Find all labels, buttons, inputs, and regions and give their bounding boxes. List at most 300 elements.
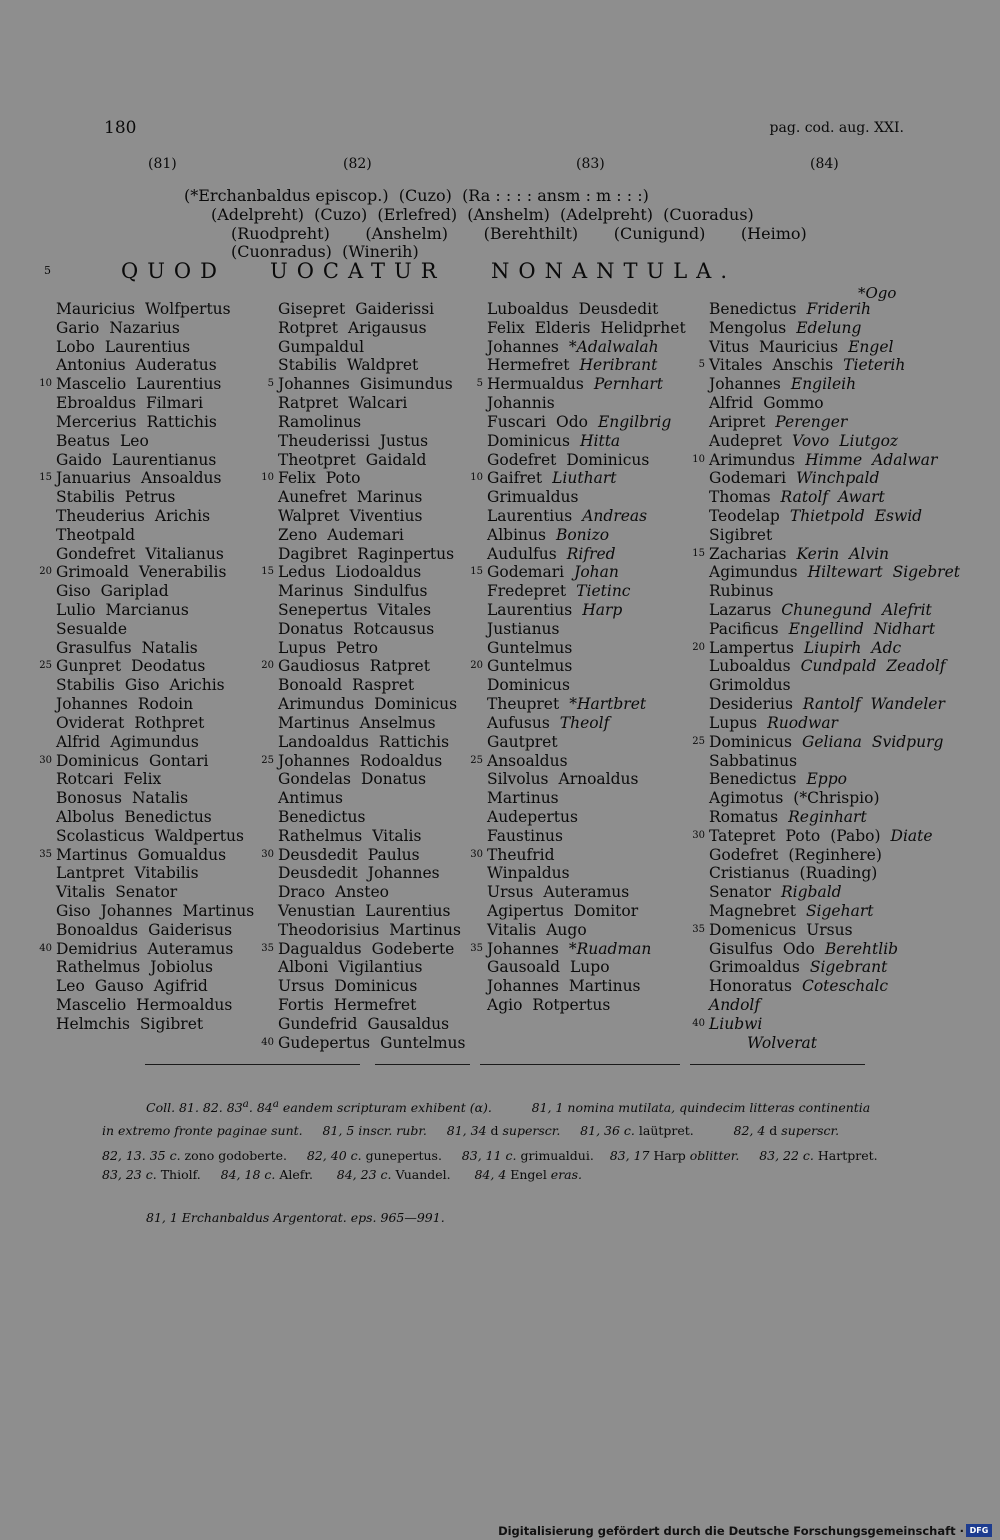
person-name: Vitus xyxy=(709,337,750,356)
person-name: Albinus xyxy=(487,525,546,544)
name-row xyxy=(34,394,254,413)
footnote-segment: Thiolf. xyxy=(160,1167,201,1182)
footnote-segment: d xyxy=(769,1123,782,1138)
name-row xyxy=(689,657,960,676)
name-row xyxy=(34,902,254,921)
person-name: Benedictus xyxy=(709,300,797,318)
person-name: Sigibret xyxy=(709,525,773,544)
name-row xyxy=(467,714,686,733)
name-row xyxy=(467,432,686,451)
name-row xyxy=(34,958,254,977)
name-row xyxy=(258,940,465,959)
person-name: *Adalwalah xyxy=(568,337,659,356)
person-name: Coteschalc xyxy=(801,977,889,996)
person-name: Ratpret xyxy=(369,657,430,676)
name-row xyxy=(467,846,686,865)
person-name: Petrus xyxy=(124,488,176,507)
column-number: (83) xyxy=(576,156,605,172)
person-name: Dominicus xyxy=(566,450,650,469)
person-name: Helidprhet xyxy=(600,318,686,337)
header-line: (Ruodpreht) (Anshelm) (Berehthilt) (Cunigund) (Heimo) xyxy=(231,224,807,243)
person-name: Adalwar xyxy=(872,450,938,469)
name-row xyxy=(689,300,960,319)
line-number: 30 xyxy=(692,829,705,841)
person-name: Tatepret xyxy=(709,826,776,845)
person-name: Wolfpertus xyxy=(145,300,231,318)
person-name: Reginhart xyxy=(788,807,867,826)
digitization-credit: Digitalisierung gefördert durch die Deutsche Forschungsgemeinschaft · xyxy=(498,1524,964,1538)
footnote-segment: 82, 13. 35 c. xyxy=(102,1148,185,1163)
person-name: (*Chrispio) xyxy=(793,789,880,808)
person-name: Martinus xyxy=(56,845,128,864)
person-name: Ursus xyxy=(806,920,853,939)
name-row xyxy=(467,375,686,394)
person-name: Albolus xyxy=(56,807,115,826)
person-name: Sabbatinus xyxy=(709,751,798,770)
footnote-segment: 83, 23 c. xyxy=(102,1167,161,1182)
person-name: Gausoald xyxy=(487,958,561,977)
person-name: Mascelio xyxy=(56,375,127,394)
person-name: Aufusus xyxy=(487,713,550,732)
name-row xyxy=(258,469,465,488)
name-row xyxy=(689,1034,960,1053)
person-name: Alefrit xyxy=(882,601,932,619)
name-row xyxy=(689,338,960,357)
person-name: Antimus xyxy=(278,789,343,808)
person-name: Diate xyxy=(890,826,933,845)
person-name: Elderis xyxy=(534,318,591,337)
person-name: Andolf xyxy=(709,996,761,1015)
person-name: Fredepret xyxy=(487,582,567,601)
name-row xyxy=(258,996,465,1015)
person-name: Engel xyxy=(848,337,894,356)
name-row xyxy=(258,789,465,808)
name-row xyxy=(467,808,686,827)
person-name: Perenger xyxy=(775,412,848,431)
person-name: Jobiolus xyxy=(150,958,213,977)
name-row xyxy=(34,752,254,771)
person-name: Luboaldus xyxy=(487,300,569,318)
person-name: Bonoald xyxy=(278,676,343,695)
person-name: Dagibret xyxy=(278,544,348,563)
person-name: Martinus xyxy=(487,789,559,808)
person-name: Gontari xyxy=(148,751,209,770)
name-row xyxy=(467,940,686,959)
person-name: Ramolinus xyxy=(278,412,362,431)
person-name: Svidpurg xyxy=(871,732,944,751)
person-name: Lupus xyxy=(278,638,327,657)
person-name: Berehtlib xyxy=(824,939,899,958)
name-row xyxy=(34,639,254,658)
person-name: Waldpret xyxy=(346,356,419,375)
person-name: Pernhart xyxy=(593,375,664,394)
name-row xyxy=(34,977,254,996)
person-name: Honoratus xyxy=(709,977,792,996)
person-name: Walpret xyxy=(278,506,340,525)
name-row xyxy=(34,695,254,714)
person-name: Godefret xyxy=(487,450,557,469)
person-name: Grimoald xyxy=(56,563,129,582)
page-number: 180 xyxy=(104,118,137,138)
footnote-segment: grimualdui. xyxy=(520,1148,594,1163)
name-row xyxy=(34,770,254,789)
person-name: Tieterih xyxy=(843,356,906,375)
person-name: Grasulfus xyxy=(56,638,132,657)
name-row xyxy=(258,902,465,921)
name-row xyxy=(689,507,960,526)
title-word: UOCATUR xyxy=(270,259,446,283)
person-name: Augo xyxy=(546,920,587,939)
person-name: Marinus xyxy=(278,582,344,601)
footnote-segment: Alefr. xyxy=(279,1167,313,1182)
person-name: Bonosus xyxy=(56,789,122,808)
name-row xyxy=(34,733,254,752)
person-name: Silvolus xyxy=(487,770,549,789)
name-row xyxy=(34,883,254,902)
name-row xyxy=(34,789,254,808)
person-name: Gumpaldul xyxy=(278,337,365,356)
name-row xyxy=(467,563,686,582)
name-row xyxy=(689,695,960,714)
person-name: Natalis xyxy=(141,638,198,657)
person-name: Rodoaldus xyxy=(359,751,443,770)
person-name: Ledus xyxy=(278,563,326,582)
name-row xyxy=(689,545,960,564)
person-name: Engilbrig xyxy=(597,412,672,431)
person-name: Desiderius xyxy=(709,695,793,714)
person-name: Anschis xyxy=(772,356,834,375)
person-name: Antonius xyxy=(56,356,126,375)
person-name: Sesualde xyxy=(56,619,128,638)
person-name: Vigilantius xyxy=(338,958,423,977)
person-name: Vitabilis xyxy=(134,864,199,883)
footnote-segment: in extremo fronte paginae sunt. 81, 5 inscr. rubr. 81, 34 xyxy=(102,1123,491,1138)
person-name: Johannes xyxy=(487,977,559,996)
person-name: Giso xyxy=(56,902,91,920)
person-name: Engellind xyxy=(788,619,864,638)
person-name: Liutgoz xyxy=(839,431,899,450)
person-name: Cundpald xyxy=(800,657,877,676)
name-row xyxy=(34,864,254,883)
person-name: Friderih xyxy=(806,300,872,318)
name-row xyxy=(467,958,686,977)
name-row xyxy=(689,620,960,639)
person-name: Giso xyxy=(124,676,160,695)
person-name: Harp xyxy=(582,601,623,619)
footnote-segment: oblitter. 83, 22 c. xyxy=(689,1148,818,1163)
person-name: Johannes xyxy=(278,751,350,770)
footnote-segment: Coll. 81. 82. 83 xyxy=(146,1100,243,1116)
line-number: 35 xyxy=(261,942,274,954)
name-row xyxy=(467,394,686,413)
person-name: Beatus xyxy=(56,431,110,450)
person-name: Audulfus xyxy=(487,544,557,563)
name-row xyxy=(34,338,254,357)
title-line-number: 5 xyxy=(44,264,51,277)
name-row xyxy=(467,695,686,714)
person-name: Gauso xyxy=(94,977,144,996)
name-row xyxy=(34,620,254,639)
person-name: Odo xyxy=(555,412,588,431)
name-row xyxy=(689,639,960,658)
name-row xyxy=(258,958,465,977)
header-line: (*Erchanbaldus episcop.) (Cuzo) (Ra : : : : ansm : m : : :) xyxy=(184,186,649,205)
person-name: Pacificus xyxy=(709,619,779,638)
person-name: Vitalis xyxy=(56,883,106,902)
name-row xyxy=(467,864,686,883)
person-name: Vovo xyxy=(792,431,830,450)
person-name: Laurentius xyxy=(487,601,573,619)
person-name: Rantolf xyxy=(802,695,861,714)
name-row xyxy=(689,413,960,432)
name-row xyxy=(467,526,686,545)
header-line: (Cuonradus) (Winerih) xyxy=(231,242,419,261)
name-row xyxy=(689,940,960,959)
footnote-segment: 82, 40 c. xyxy=(287,1148,366,1163)
footnote-segment: 81, 1 Erchanbaldus Argentorat. eps. 965—991. xyxy=(146,1210,445,1225)
person-name: Johannes xyxy=(56,695,128,714)
name-row xyxy=(34,601,254,620)
person-name: Johannes xyxy=(278,375,350,394)
ogo-note: *Ogo xyxy=(858,284,897,302)
name-row xyxy=(467,469,686,488)
person-name: Gaido xyxy=(56,450,102,469)
person-name: Sindulfus xyxy=(353,582,428,601)
name-row xyxy=(689,714,960,733)
name-row xyxy=(34,469,254,488)
name-row xyxy=(258,1015,465,1034)
person-name: Benedictus xyxy=(709,770,797,789)
person-name: Lupus xyxy=(709,713,758,732)
name-row xyxy=(689,394,960,413)
person-name: Zeadolf xyxy=(886,657,946,676)
name-row xyxy=(689,563,960,582)
person-name: Grimoaldus xyxy=(709,958,800,977)
person-name: Sigebret xyxy=(892,563,960,582)
person-name: Zeno xyxy=(278,525,318,544)
name-row xyxy=(467,657,686,676)
person-name: Paulus xyxy=(367,845,420,864)
footnote-rule xyxy=(145,1064,360,1065)
name-row xyxy=(689,921,960,940)
person-name: Magnebret xyxy=(709,902,796,920)
person-name: Guntelmus xyxy=(380,1033,466,1052)
person-name: Ursus xyxy=(278,977,325,996)
person-name: (Reginhere) xyxy=(788,845,882,864)
name-row xyxy=(34,526,254,545)
person-name: Rotcausus xyxy=(353,619,435,638)
person-name: Godemari xyxy=(487,563,565,582)
person-name: Alfrid xyxy=(709,394,754,413)
name-row xyxy=(467,902,686,921)
footnote-segment: d xyxy=(490,1123,503,1138)
name-row xyxy=(34,996,254,1015)
person-name: Johannis xyxy=(487,394,555,413)
person-name: Januarius xyxy=(56,469,131,488)
line-number: 40 xyxy=(692,1017,705,1029)
name-row xyxy=(467,545,686,564)
footnote-segment: 84, 4 xyxy=(450,1167,511,1182)
person-name: Andreas xyxy=(582,506,648,525)
person-name: Hitta xyxy=(579,431,621,450)
name-row xyxy=(467,752,686,771)
footnote-segment: superscr. xyxy=(781,1123,840,1138)
person-name: Johannes xyxy=(487,337,559,356)
person-name: Theodorisius xyxy=(278,920,380,939)
name-row xyxy=(467,451,686,470)
name-row xyxy=(34,300,254,319)
name-row xyxy=(467,639,686,658)
name-row xyxy=(34,507,254,526)
person-name: Bonoaldus xyxy=(56,920,139,939)
person-name: Dagualdus xyxy=(278,939,362,958)
name-row xyxy=(689,375,960,394)
person-name: Martinus xyxy=(278,713,350,732)
footnote-segment: zono godoberte. xyxy=(184,1148,288,1163)
person-name: Dominicus xyxy=(709,732,792,751)
name-row xyxy=(467,582,686,601)
footnote-line xyxy=(146,1210,445,1225)
person-name: Himme xyxy=(805,450,863,469)
line-number: 35 xyxy=(39,848,52,860)
column-number: (84) xyxy=(810,156,839,172)
name-row xyxy=(689,883,960,902)
name-row xyxy=(258,846,465,865)
name-row xyxy=(258,921,465,940)
name-row xyxy=(689,469,960,488)
person-name: Gondefret xyxy=(56,544,136,563)
person-name: Dominicus xyxy=(334,977,418,996)
person-name: Walcari xyxy=(348,394,408,413)
person-name: Arimundus xyxy=(709,450,796,469)
person-name: Arnoaldus xyxy=(558,770,639,789)
person-name: Lantpret xyxy=(56,864,125,883)
person-name: Gaudiosus xyxy=(278,657,360,676)
name-row xyxy=(467,356,686,375)
footnote-line xyxy=(146,1098,870,1115)
person-name: Theuderissi xyxy=(278,431,370,450)
person-name: Alfrid xyxy=(56,732,101,751)
footnote-segment: Harp xyxy=(653,1148,690,1163)
person-name: Thietpold xyxy=(789,506,865,525)
person-name: Gondelas xyxy=(278,770,351,789)
title-word: NONANTULA. xyxy=(491,259,736,283)
footnote-line xyxy=(102,1148,878,1163)
person-name: Arichis xyxy=(154,506,211,525)
person-name: Sigibret xyxy=(139,1014,204,1033)
line-number: 15 xyxy=(470,566,483,578)
footnote-segment: Engel xyxy=(510,1167,551,1182)
person-name: Felix xyxy=(123,770,162,789)
person-name: Domitor xyxy=(573,902,639,920)
line-number: 15 xyxy=(692,547,705,559)
name-row xyxy=(467,921,686,940)
person-name: Ruodwar xyxy=(767,713,838,732)
person-name: Wolverat xyxy=(747,1033,817,1052)
person-name: Dominicus xyxy=(374,695,458,714)
person-name: Justianus xyxy=(487,619,560,638)
name-row xyxy=(467,827,686,846)
line-number: 25 xyxy=(692,735,705,747)
person-name: *Hartbret xyxy=(569,695,647,714)
line-number: 25 xyxy=(261,754,274,766)
person-name: Oviderat xyxy=(56,713,125,732)
name-row xyxy=(467,977,686,996)
person-name: Theotpald xyxy=(56,525,136,544)
person-name: Fuscari xyxy=(487,412,546,431)
name-row xyxy=(258,808,465,827)
person-name: Guntelmus xyxy=(487,657,573,676)
person-name: Venerabilis xyxy=(138,563,227,582)
person-name: Scolasticus xyxy=(56,826,145,845)
name-row xyxy=(34,432,254,451)
person-name: Agio xyxy=(487,996,523,1015)
person-name: Nidhart xyxy=(873,619,936,638)
person-name: Gunpret xyxy=(56,657,122,676)
footnote-rule xyxy=(690,1064,865,1065)
name-row xyxy=(34,488,254,507)
person-name: Ebroaldus xyxy=(56,394,137,413)
line-number: 15 xyxy=(39,472,52,484)
name-row xyxy=(467,996,686,1015)
name-row xyxy=(34,451,254,470)
person-name: Martinus xyxy=(389,920,461,939)
footnote-segment: 83, 17 xyxy=(593,1148,654,1163)
person-name: Agipertus xyxy=(487,902,564,920)
person-name: Benedictus xyxy=(124,807,212,826)
person-name: Mengolus xyxy=(709,318,787,337)
name-row xyxy=(258,300,465,319)
person-name: Winchpald xyxy=(796,469,880,488)
name-row xyxy=(689,770,960,789)
name-row xyxy=(258,770,465,789)
name-row xyxy=(258,319,465,338)
name-row xyxy=(689,319,960,338)
line-number: 35 xyxy=(692,923,705,935)
person-name: Felix xyxy=(487,318,525,337)
person-name: Odo xyxy=(782,939,815,958)
person-name: Ratolf xyxy=(780,488,829,507)
line-number: 30 xyxy=(39,754,52,766)
person-name: Justus xyxy=(379,431,429,450)
name-row xyxy=(467,338,686,357)
name-row xyxy=(258,526,465,545)
person-name: Engileih xyxy=(790,375,857,394)
name-row xyxy=(258,488,465,507)
person-name: Domenicus xyxy=(709,920,797,939)
name-row xyxy=(467,319,686,338)
name-row xyxy=(258,676,465,695)
name-row xyxy=(689,827,960,846)
name-row xyxy=(258,356,465,375)
person-name: Laurentius xyxy=(104,337,191,356)
person-name: Gisulfus xyxy=(709,939,773,958)
footnote-segment: eandem scripturam exhibent (α). 81, 1 nomina mutilata, quindecim litteras continentia xyxy=(278,1100,871,1116)
person-name: Rathelmus xyxy=(56,958,141,977)
person-name: Demidrius xyxy=(56,939,138,958)
person-name: Ursus xyxy=(487,883,534,902)
name-row xyxy=(467,733,686,752)
footnote-segment: a xyxy=(272,1098,279,1110)
person-name: Kerin xyxy=(796,544,840,563)
person-name: Godeberte xyxy=(371,939,455,958)
line-number: 30 xyxy=(470,848,483,860)
line-number: 10 xyxy=(692,453,705,465)
person-name: Senepertus xyxy=(278,601,368,619)
line-number: 20 xyxy=(39,566,52,578)
person-name: Lobo xyxy=(56,337,95,356)
person-name: Auderatus xyxy=(135,356,217,375)
